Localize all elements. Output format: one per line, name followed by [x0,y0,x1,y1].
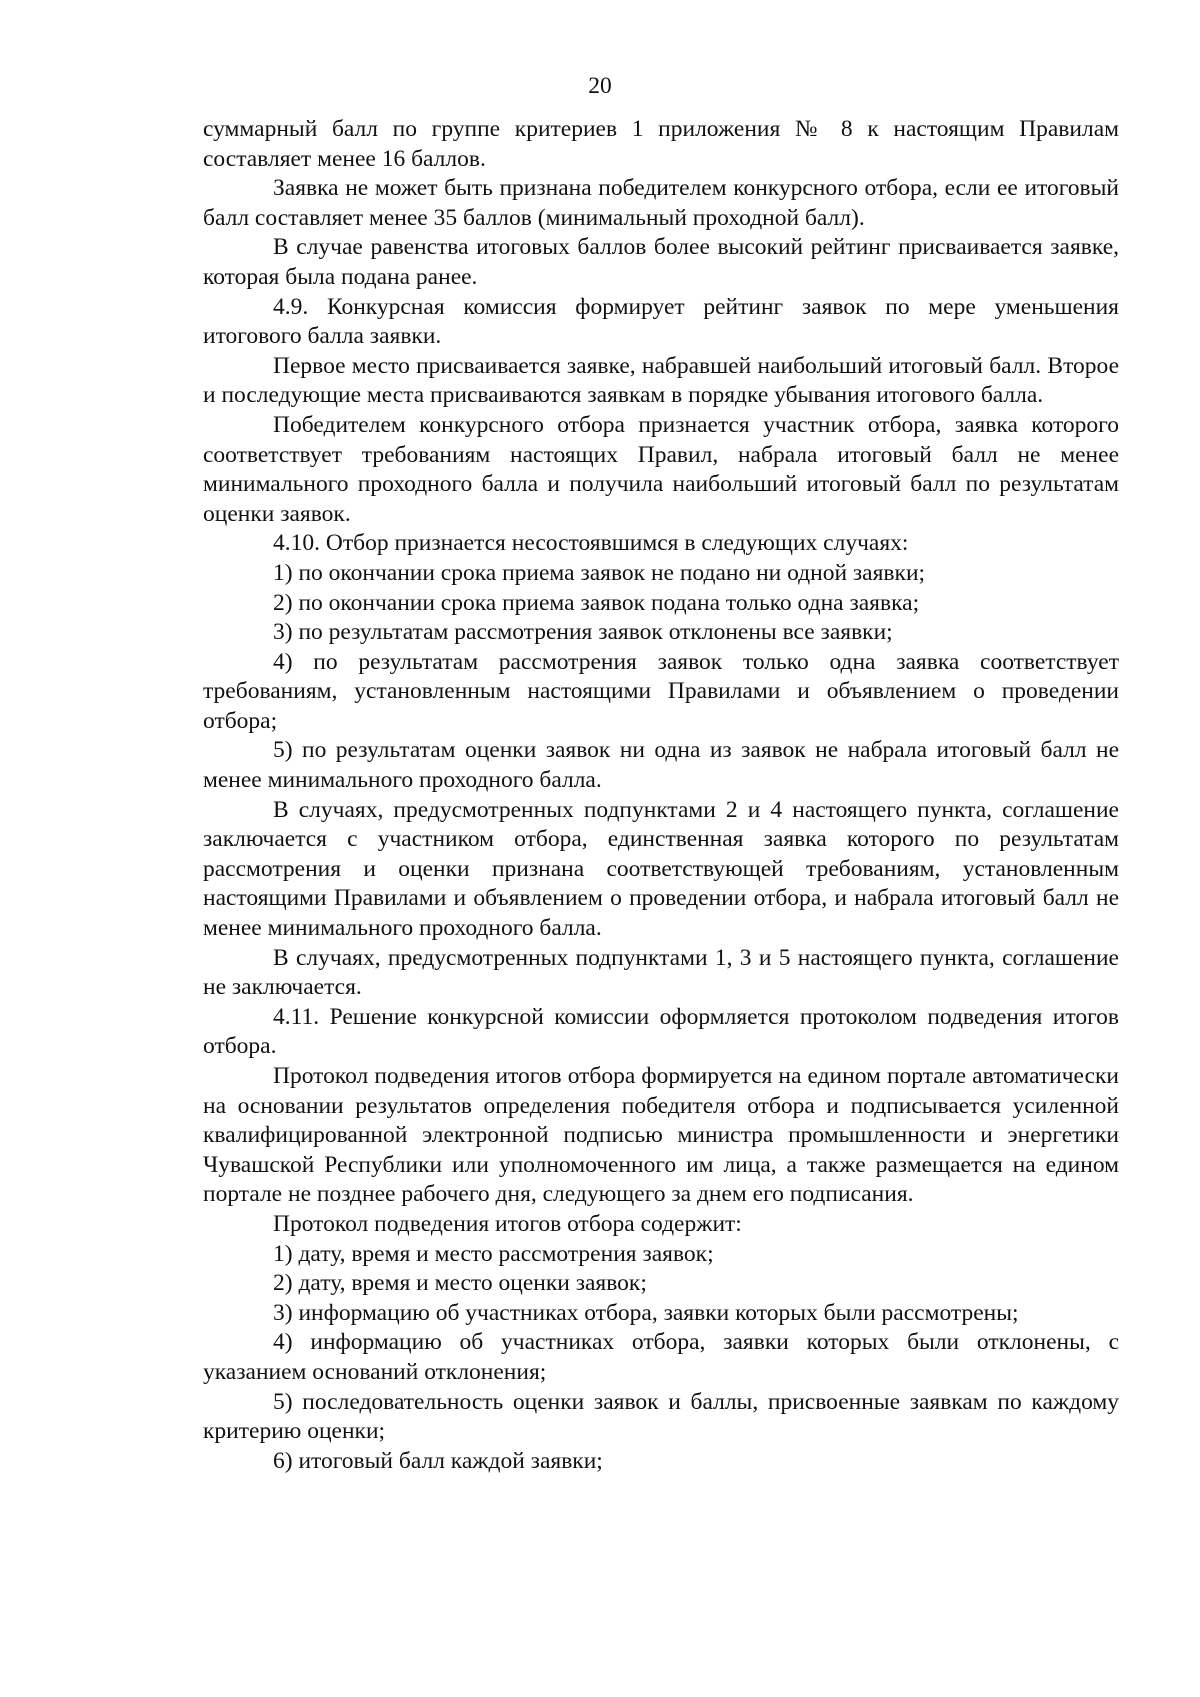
paragraph: 4.9. Конкурсная комиссия формирует рейтинг заявок по мере уменьшения итогового балла заявки. [203,293,1119,350]
paragraph: В случае равенства итоговых баллов более высокий рейтинг присваивается заявке, которая была подана ранее. [203,234,1119,290]
list-item: 6) итоговый балл каждой заявки; [273,1447,603,1474]
paragraph: Протокол подведения итогов отбора содержит: [273,1210,742,1237]
list-item: 1) дату, время и место рассмотрения заявок; [273,1240,714,1267]
paragraph: 4.10. Отбор признается несостоявшимся в следующих случаях: [273,530,909,557]
list-item: 4) по результатам рассмотрения заявок только одна заявка соответствует требованиям, установленным настоящими Правилами и объявлением о проведении отбора; [203,648,1119,734]
page-number: 20 [588,73,612,99]
document-body [203,115,1119,1476]
list-item: 2) дату, время и место оценки заявок; [273,1270,647,1297]
paragraph: суммарный балл по группе критериев 1 приложения № 8 к настоящим Правилам составляет менее 16 баллов. [203,116,1119,172]
list-item: 5) последовательность оценки заявок и баллы, присвоенные заявкам по каждому критерию оценки; [203,1388,1119,1445]
list-item: 4) информацию об участниках отбора, заявки которых были отклонены, с указанием оснований отклонения; [203,1329,1119,1385]
list-item: 1) по окончании срока приема заявок не подано ни одной заявки; [273,559,926,586]
paragraph: Протокол подведения итогов отбора формируется на едином портале автоматически на основании результатов определения победителя отбора и подписывается усиленной квалифицированной электронной подписью министра промышленности и энергетики Чувашской Республики или уполномоченного им лица, а также размещается на едином портале не позднее рабочего дня, следующего за днем его подписания. [203,1063,1119,1208]
paragraph: В случаях, предусмотренных подпунктами 1, 3 и 5 настоящего пункта, соглашение не заключается. [203,944,1119,1001]
list-item: 3) информацию об участниках отбора, заявки которых были рассмотрены; [273,1299,1019,1326]
paragraph: Заявка не может быть признана победителем конкурсного отбора, если ее итоговый балл составляет менее 35 баллов (минимальный проходной балл). [203,175,1119,231]
paragraph: Первое место присваивается заявке, набравшей наибольший итоговый балл. Второе и последующие места присваиваются заявкам в порядке убывания итогового балла. [203,352,1119,409]
list-item: 5) по результатам оценки заявок ни одна из заявок не набрала итоговый балл не менее минимального проходного балла. [203,737,1119,794]
paragraph: Победителем конкурсного отбора признается участник отбора, заявка которого соответствует требованиям настоящих Правил, набрала итоговый балл не менее минимального проходного балла и получила наибольший итоговый балл по результатам оценки заявок. [203,411,1119,527]
paragraph: В случаях, предусмотренных подпунктами 2 и 4 настоящего пункта, соглашение заключается с участником отбора, единственная заявка которого по результатам рассмотрения и оценки признана соответствующей требованиям, установленным настоящими Правилами и объявлением о проведении отбора, и набрала итоговый балл не менее минимального проходного балла. [203,796,1119,942]
list-item: 2) по окончании срока приема заявок подана только одна заявка; [273,589,920,616]
paragraph: 4.11. Решение конкурсной комиссии оформляется протоколом подведения итогов отбора. [203,1003,1119,1060]
list-item: 3) по результатам рассмотрения заявок отклонены все заявки; [273,619,893,646]
